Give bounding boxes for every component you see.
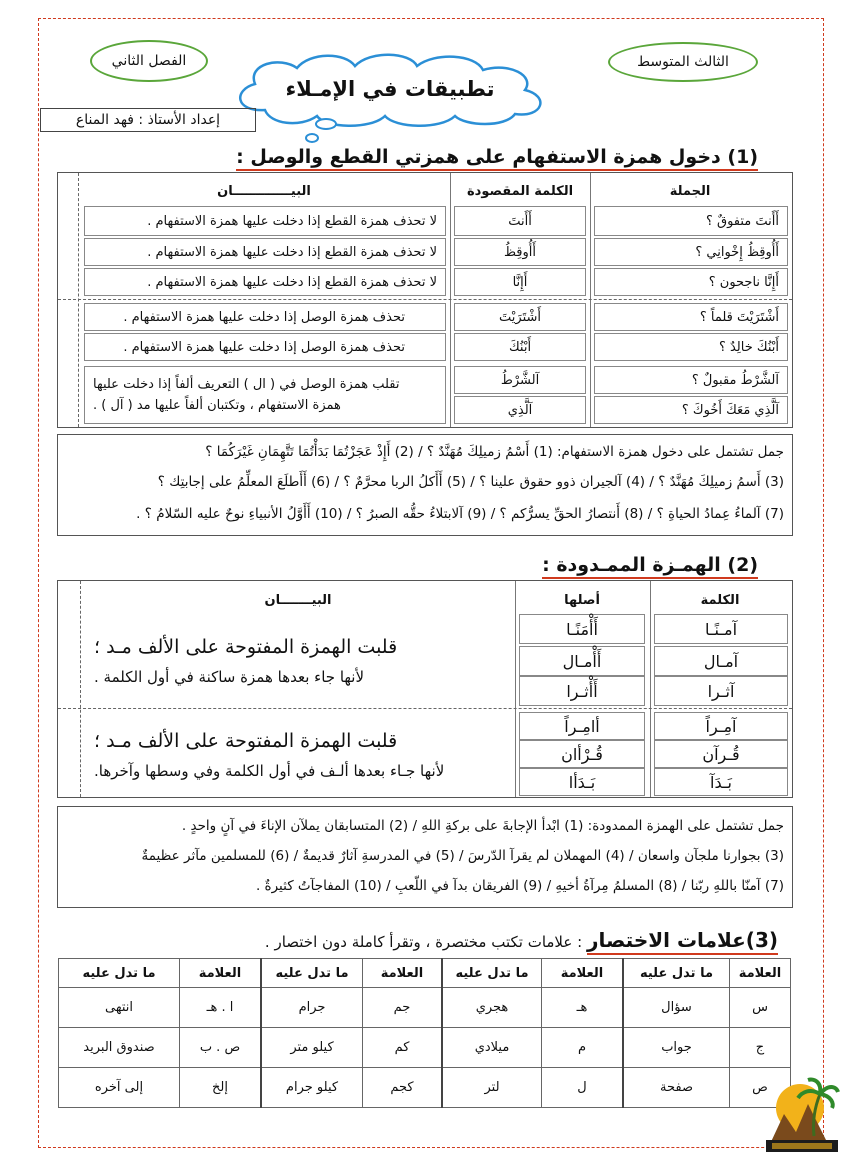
s1-note: تحذف همزة الوصل إذا دخلت عليها همزة الاستفهام . — [84, 333, 446, 361]
grade-label: الثالث المتوسط — [637, 54, 729, 70]
s2-origin: قُـرْأان — [519, 740, 645, 768]
s1-note-line: تقلب همزة الوصل في ( ال ) التعريف ألفاً إذا دخلت عليها — [93, 377, 400, 392]
s1-note: تحذف همزة الوصل إذا دخلت عليها همزة الاستفهام . — [84, 303, 446, 331]
s1-sentence: أَأُوقِظُ إِخْوانِي ؟ — [594, 238, 788, 266]
s2-origin: أامِـراً — [519, 712, 645, 740]
abbr-sign: هـ — [542, 988, 624, 1028]
abbr-meaning: هجري — [442, 988, 542, 1028]
s1-word: آلَّذِي — [454, 396, 586, 424]
s1-exercise-line: (3) أَسمُ زميلِكَ مُهَنَّدٌ ؟ / (4) آلجيران ذوو حقوق علينا ؟ / (5) أَأَكلُ الربا محرَّمٌ ؟ / (6) أَأَطلَعَ المعلِّمُ على إجابتِك ؟ — [157, 474, 784, 490]
s2-exercise-line: (7) آمنّا باللهِ ربّنا / (8) المسلمُ مِرآةُ أخيهِ / (9) الفريقان بدآ في اللّعبِ / (10) المفاجآتُ كثيرةٌ . — [255, 878, 784, 894]
col-sign: العلامة — [542, 959, 624, 988]
page-title: تطبيقات في الإمـلاء — [285, 77, 495, 101]
abbr-meaning: جرام — [261, 988, 363, 1028]
s1-exercise-line: جمل تشتمل على دخول همزة الاستفهام: (1) أَسْمُ زميلِكَ مُهَنَّدٌ ؟ / (2) أَإِذْ عَجَزْتُمَا بَدَأْتُمَا تَتَّهِمَانِ غَيْرَكُمَا ؟ — [205, 444, 784, 460]
s2-note-line: لأنها جاء بعدها همزة ساكنة في أول الكلمة . — [94, 668, 365, 686]
s2-col-origin: أصلها — [564, 592, 600, 608]
s2-word: آمِـراً — [654, 712, 788, 740]
author-label: إعداد الأستاذ : فهد المناع — [40, 108, 256, 132]
s2-origin: أَأْثـرا — [519, 676, 645, 706]
col-meaning: ما تدل عليه — [623, 959, 730, 988]
abbr-sign: جم — [363, 988, 443, 1028]
section3-heading-rest: : علامات تكتب مختصرة ، وتقرأ كاملة دون اختصار . — [264, 933, 587, 951]
section3-heading — [265, 928, 778, 952]
abbr-sign: ل — [542, 1068, 624, 1108]
s2-col-divider — [515, 581, 516, 797]
s1-word: أَإِنَّا — [454, 268, 586, 296]
s1-col-note: البيـــــــــــــان — [217, 183, 311, 199]
s2-col-word: الكلمة — [700, 592, 740, 608]
abbr-meaning: إلى آخره — [59, 1068, 180, 1108]
s1-sentence: آلشَّرْطُ مقبولٌ ؟ — [594, 366, 788, 394]
abbr-sign: ا . هـ — [180, 988, 262, 1028]
s1-word: أَأَنتَ — [454, 206, 586, 236]
col-meaning: ما تدل عليه — [59, 959, 180, 988]
section3-heading-bold: (3)علامات الاختصار — [587, 928, 778, 955]
s1-col-divider — [590, 173, 591, 427]
s1-note: لا تحذف همزة القطع إذا دخلت عليها همزة الاستفهام . — [84, 268, 446, 296]
abbr-meaning: سؤال — [623, 988, 730, 1028]
s2-origin: أَأْمَنًـا — [519, 614, 645, 644]
s2-word: بَـدَآ — [654, 768, 788, 796]
s2-note-line: قلبت الهمزة المفتوحة على الألف مـد ؛ — [94, 730, 398, 752]
abbr-meaning: ميلادي — [442, 1028, 542, 1068]
s2-word: قُـرآن — [654, 740, 788, 768]
abbr-meaning: انتهى — [59, 988, 180, 1028]
s1-note-merged — [84, 366, 446, 424]
abbr-meaning: صندوق البريد — [59, 1028, 180, 1068]
abbr-sign: كجم — [363, 1068, 443, 1108]
s1-note-line: همزة الاستفهام ، وتكتبان ألفاً عليها مد ( آل ) . — [93, 398, 341, 413]
section2-heading — [542, 554, 758, 576]
term-label: الفصل الثاني — [111, 53, 187, 69]
s1-sentence: أَإِنَّا ناجحون ؟ — [594, 268, 788, 296]
section1-heading — [236, 146, 758, 168]
abbr-sign: إلخ — [180, 1068, 262, 1108]
col-sign: العلامة — [730, 959, 791, 988]
abbr-meaning: صفحة — [623, 1068, 730, 1108]
s2-word: آمـال — [654, 646, 788, 676]
col-sign: العلامة — [180, 959, 262, 988]
s2-note-line: قلبت الهمزة المفتوحة على الألف مـد ؛ — [94, 636, 398, 658]
s1-sentence: أَشْتَرَيْتَ قلماً ؟ — [594, 303, 788, 331]
s1-sentence: أَأَنتَ متفوقٌ ؟ — [594, 206, 788, 236]
abbr-meaning: كيلو جرام — [261, 1068, 363, 1108]
s2-origin: أَأْمـال — [519, 646, 645, 676]
s1-sentence: أَبْنُكَ خالِدٌ ؟ — [594, 333, 788, 361]
s1-col-divider — [450, 173, 451, 427]
abbr-sign: م — [542, 1028, 624, 1068]
abbr-sign: ص — [730, 1068, 791, 1108]
s1-word: أَبْنُكَ — [454, 333, 586, 361]
abbr-meaning: كيلو متر — [261, 1028, 363, 1068]
s1-col-sentence: الجملة — [669, 183, 711, 199]
site-logo-icon — [762, 1074, 840, 1154]
section2-heading-text: (2) الهمـزة الممـدودة : — [542, 554, 758, 579]
abbr-meaning: لتر — [442, 1068, 542, 1108]
abbr-sign: كم — [363, 1028, 443, 1068]
s1-word: أَشْتَرَيْتَ — [454, 303, 586, 331]
s2-note-merged — [86, 618, 510, 704]
s1-group-divider — [58, 299, 792, 300]
s2-note-line: لأنها جـاء بعدها ألـف في أول الكلمة وفي وسطها وآخرها. — [94, 762, 445, 780]
s1-margin-divider — [78, 173, 79, 427]
s1-word: أَأُوقِظُ — [454, 238, 586, 266]
s1-note: لا تحذف همزة القطع إذا دخلت عليها همزة الاستفهام . — [84, 206, 446, 236]
s1-note: لا تحذف همزة القطع إذا دخلت عليها همزة الاستفهام . — [84, 238, 446, 266]
s1-sentence: آلَّذِي مَعَكَ أَخُوكَ ؟ — [594, 396, 788, 424]
s2-origin: بَـدَأا — [519, 768, 645, 796]
s2-col-divider — [650, 581, 651, 797]
abbr-sign: ج — [730, 1028, 791, 1068]
col-sign: العلامة — [363, 959, 443, 988]
abbreviations-table — [58, 958, 791, 1108]
col-meaning: ما تدل عليه — [261, 959, 363, 988]
s2-word: آثـرا — [654, 676, 788, 706]
s2-exercise-line: جمل تشتمل على الهمزة الممدودة: (1) ابْدأ الإجابةَ على بركةِ اللهِ / (2) المتسابقان يملآن الإناءَ في آنٍ واحدٍ . — [181, 818, 784, 834]
s2-exercise-line: (3) بجوارنا ملجآن واسعان / (4) المهملان لم يقرآ الدّرسَ / (5) في المدرسةِ آثارٌ قديمةٌ / (6) للمسلمين مآثر عظيمةٌ — [141, 848, 784, 864]
s1-col-word: الكلمة المقصودة — [466, 183, 574, 199]
s2-margin-divider — [80, 581, 81, 797]
s2-col-note: البيـــــــان — [264, 592, 332, 608]
s1-word: آلشَّرْطُ — [454, 366, 586, 394]
s1-exercise-line: (7) آلماءُ عِمادُ الحياةِ ؟ / (8) أَنتصارُ الحقِّ يسرُّكم ؟ / (9) آلابتلاءُ حقُّه الصبرُ ؟ / (10) أَأَوَّلُ الأنبياءِ نوحٌ عليه السّلامُ ؟ . — [136, 506, 784, 522]
term-badge — [90, 40, 208, 82]
abbr-meaning: جواب — [623, 1028, 730, 1068]
abbr-sign: ص . ب — [180, 1028, 262, 1068]
abbr-sign: س — [730, 988, 791, 1028]
s2-note-merged — [86, 714, 510, 796]
s2-group-divider — [58, 708, 792, 709]
s2-word: آمـنًـا — [654, 614, 788, 644]
col-meaning: ما تدل عليه — [442, 959, 542, 988]
grade-badge — [608, 42, 758, 82]
section1-heading-text: (1) دخول همزة الاستفهام على همزتي القطع والوصل : — [236, 146, 758, 171]
